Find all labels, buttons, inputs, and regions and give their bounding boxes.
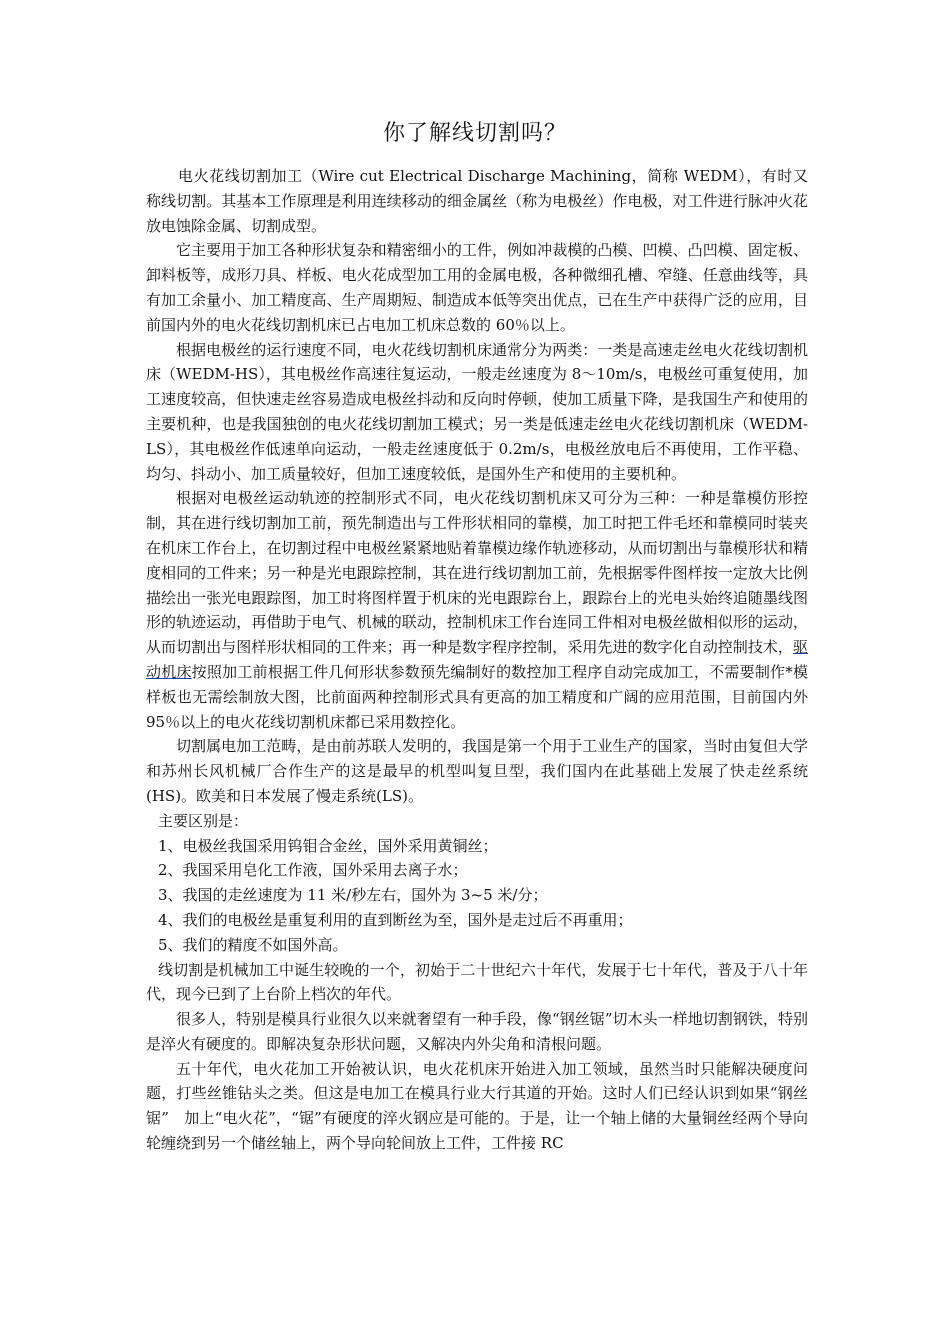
document-body [146, 164, 808, 1156]
difference-item: 1、电极丝我国采用钨钼合金丝，国外采用黄铜丝； [158, 836, 498, 855]
paragraph-history: 切割属电加工范畴，是由前苏联人发明的，我国是第一个用于工业生产的国家，当时由复但大学和苏州长风机械厂合作生产的这是最早的机型叫复旦型，我们国内在此基础上发展了快走丝系统(HS)。欧美和日本发展了慢走系统(LS)。 [146, 737, 808, 805]
drive-machine-link[interactable]: 驱动机床 [146, 638, 808, 681]
paragraph-control-types [146, 486, 808, 734]
paragraph-speed-types: 根据电极丝的运行速度不同，电火花线切割机床通常分为两类：一类是高速走丝电火花线切割机床（WEDM-HS），其电极丝作高速往复运动，一般走丝速度为 8～10m/s，电极丝可重复使用，加工速度较高，但快速走丝容易造成电极丝抖动和反向时停顿，使加工质量下降，是我国生产和使用的主要机种，也是我国独创的电火花线切割加工模式；另一类是低速走丝电火花线切割机床（WEDM-LS），其电极丝作低速单向运动，一般走丝速度低于 0.2m/s，电极丝放电后不再使用，工作平稳、均匀、抖动小、加工质量较好，但加工速度较低，是国外生产和使用的主要机种。 [146, 340, 808, 483]
paragraph-applications: 它主要用于加工各种形状复杂和精密细小的工件，例如冲裁模的凸模、凹模、凸凹模、固定板、卸料板等，成形刀具、样板、电火花成型加工用的金属电极，各种微细孔槽、窄缝、任意曲线等，具有加工余量小、加工精度高、生产周期短、制造成本低等突出优点，已在生产中获得广泛的应用，目前国内外的电火花线切割机床已占电加工机床总数的 60％以上。 [146, 241, 808, 334]
paragraph-timeline: 线切割是机械加工中诞生较晚的一个，初始于二十世纪六十年代，发展于七十年代，普及于八十年代，现今已到了上台阶上档次的年代。 [146, 960, 808, 1004]
paragraph-control-text-1: 根据对电极丝运动轨迹的控制形式不同，电火花线切割机床又可分为三种：一种是靠模仿形控制，其在进行线切割加工前，预先制造出与工件形状相同的靠模，加工时把工件毛坯和靠模同时装夹在机床工作台上，在切割过程中电极丝紧紧地贴着靠模边缘作轨迹移动，从而切割出与靠模形状和精度相同的工件来；另一种是光电跟踪控制，其在进行线切割加工前，先根据零件图样按一定放大比例描绘出一张光电跟踪图，加工时将图样置于机床的光电跟踪台上，跟踪台上的光电头始终追随墨线图形的轨迹运动，再借助于电气、机械的联动，控制机床工作台连同工件相对电极丝做相似形的运动，从而切割出与图样形状相同的工件来；再一种是数字程序控制，采用先进的数字化自动控制技术， [146, 489, 808, 657]
difference-item: 5、我们的精度不如国外高。 [158, 935, 348, 954]
difference-item: 3、我国的走丝速度为 11 米/秒左右，国外为 3~5 米/分； [158, 886, 548, 905]
paragraph-fifties: 五十年代，电火花加工开始被认识，电火花机床开始进入加工领域，虽然当时只能解决硬度问题，打些丝锥钻头之类。但这是电加工在模具行业大行其道的开始。这时人们已经认识到如果“钢丝锯” 加上“电火花”，“锯”有硬度的淬火钢应是可能的。于是，让一个轴上储的大量铜丝经两个导向轮缠绕到另一个储丝轴上，两个导向轮间放上工件，工件接 RC [146, 1059, 808, 1153]
paragraph-control-text-2: 按照加工前根据工件几何形状参数预先编制好的数控加工程序自动完成加工，不需要制作*模样板也无需绘制放大图，比前面两种控制形式具有更高的加工精度和广阔的应用范围，目前国内外 95％以上的电火花线切割机床都已采用数控化。 [146, 662, 808, 731]
differences-heading: 主要区别是： [158, 811, 249, 830]
difference-item: 4、我们的电极丝是重复利用的直到断丝为至，国外是走过后不再重用； [158, 910, 633, 929]
document-title: 你了解线切割吗？ [382, 121, 567, 146]
difference-item: 2、我国采用皂化工作液，国外采用去离子水； [158, 861, 468, 880]
paragraph-demand: 很多人，特别是模具行业很久以来就奢望有一种手段，像“钢丝锯”切木头一样地切割钢铁，特别是淬火有硬度的。即解决复杂形状问题，又解决内外尖角和清根问题。 [146, 1010, 808, 1053]
paragraph-intro: 电火花线切割加工（Wire cut Electrical Discharge Machining，简称 WEDM），有时又称线切割。其基本工作原理是利用连续移动的细金属丝（称为电极丝）作电极，对工件进行脉冲火花放电蚀除金属、切割成型。 [146, 167, 808, 235]
